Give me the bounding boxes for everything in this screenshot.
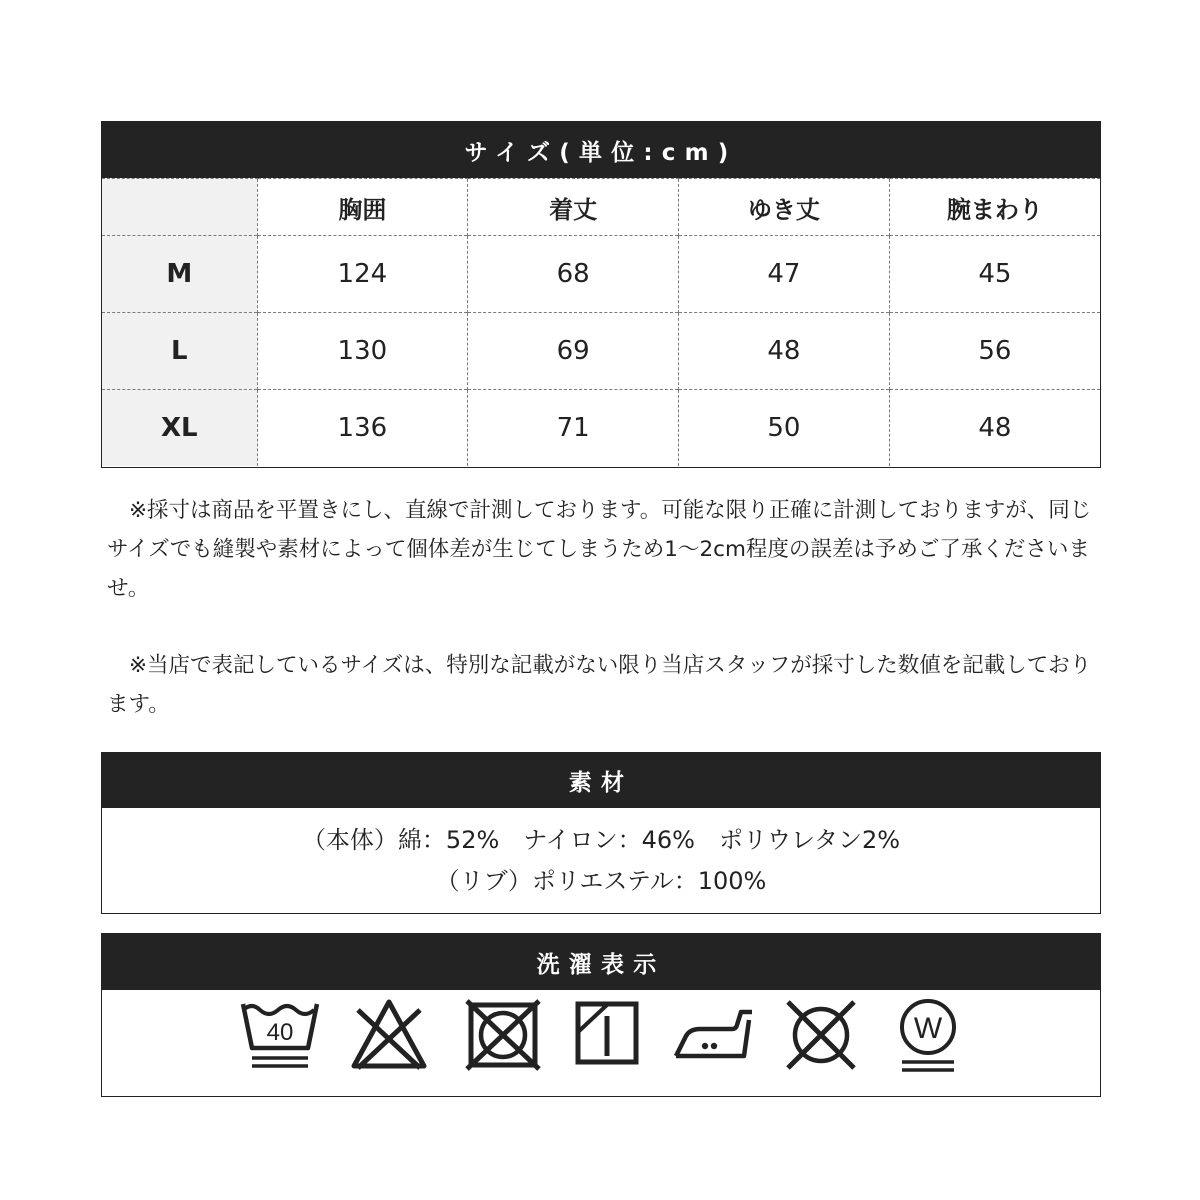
material-body-line: （本体）綿：52% ナイロン：46% ポリウレタン2%	[301, 825, 901, 854]
wash-temperature: 40	[266, 1019, 294, 1046]
table-cell: 48	[679, 313, 890, 390]
size-chart-title: サイズ(単位:cm)	[102, 122, 1100, 178]
table-row	[102, 313, 1100, 390]
table-cell: 50	[679, 390, 890, 467]
table-cell: 69	[468, 313, 679, 390]
size-chart	[101, 121, 1101, 468]
size-label: L	[102, 313, 257, 390]
material-rib-line: （リブ）ポリエステル：100%	[435, 866, 767, 895]
column-header-arm-circumference: 腕まわり	[889, 179, 1100, 236]
column-header-sleeve: ゆき丈	[679, 179, 890, 236]
table-row	[102, 236, 1100, 313]
table-cell: 130	[257, 313, 468, 390]
column-header-chest: 胸囲	[257, 179, 468, 236]
no-dry-clean-icon	[782, 996, 860, 1074]
staff-note	[107, 646, 1092, 724]
size-table	[102, 178, 1100, 466]
table-cell: 48	[889, 390, 1100, 467]
table-cell: 136	[257, 390, 468, 467]
table-cell: 47	[679, 236, 890, 313]
care-symbols	[102, 990, 1100, 1096]
no-tumble-dry-icon	[464, 996, 542, 1074]
table-cell: 68	[468, 236, 679, 313]
column-header-length: 着丈	[468, 179, 679, 236]
size-table-header-row	[102, 179, 1100, 236]
wash-40-gentle-icon	[240, 996, 320, 1074]
material-section	[101, 752, 1101, 914]
iron-low-icon	[672, 996, 756, 1074]
measurement-note-text: ※採寸は商品を平置きにし、直線で計測しております。可能な限り正確に計測しておりますが、同じサイズでも縫製や素材によって個体差が生じてしまうため1～2cm程度の誤差は予めご了承くださいませ。	[107, 498, 1092, 601]
size-label: XL	[102, 390, 257, 467]
table-cell: 71	[468, 390, 679, 467]
wet-clean-gentle-icon	[894, 996, 964, 1078]
material-title: 素材	[102, 753, 1100, 808]
line-dry-shade-icon	[572, 996, 642, 1074]
table-cell: 56	[889, 313, 1100, 390]
care-section	[101, 933, 1101, 1097]
table-cell: 45	[889, 236, 1100, 313]
table-cell: 124	[257, 236, 468, 313]
size-label: M	[102, 236, 257, 313]
wet-clean-letter: W	[913, 1012, 943, 1045]
material-body	[102, 808, 1100, 913]
staff-note-text: ※当店で表記しているサイズは、特別な記載がない限り当店スタッフが採寸した数値を記載しております。	[107, 653, 1092, 717]
measurement-note	[107, 491, 1092, 608]
table-row	[102, 390, 1100, 467]
no-bleach-icon	[350, 996, 428, 1074]
size-table-corner	[102, 179, 257, 236]
care-title: 洗濯表示	[102, 934, 1100, 990]
